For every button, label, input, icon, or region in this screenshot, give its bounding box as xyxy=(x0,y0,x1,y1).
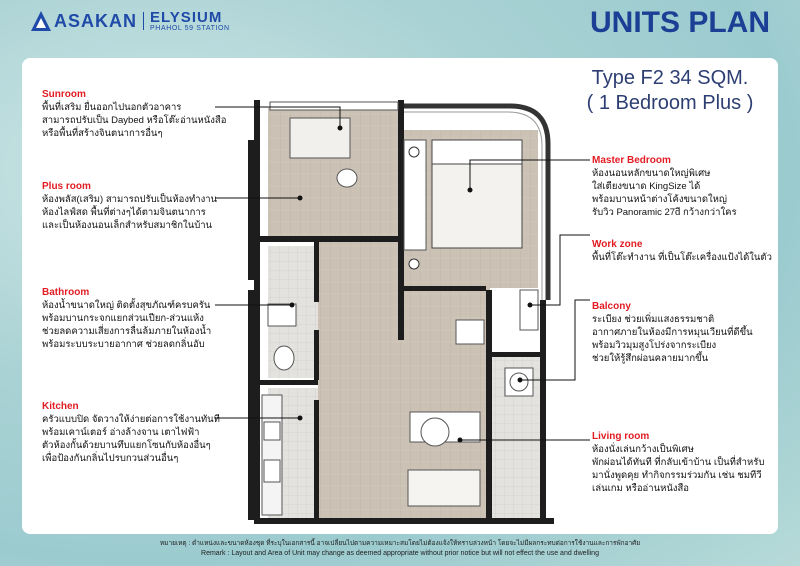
room-description: ระเบียง ช่วยเพิ่มแสงธรรมชาติ อากาศภายในห้องมีการหมุนเวียนที่ดีขึ้น พร้อมวิวมุมสูงโปร่งจากระเบียง ช่วยให้รู้สึกผ่อนคลายมากขึ้น xyxy=(592,314,753,364)
room-description: ห้องนั่งเล่นกว้างเป็นพิเศษ พักผ่อนได้ทันที ที่กลับเข้าบ้าน เป็นที่สำหรับ มานั่งพูดคุย ทำกิจกรรมร่วมกัน เช่น ชมทีวี เล่นเกม หรืออ่านหนังสือ xyxy=(592,444,765,494)
room-description: ห้องนอนหลักขนาดใหญ่พิเศษ ใส่เตียงขนาด KingSize ได้ พร้อมบานหน้าต่างโค้งขนาดใหญ่ รับวิว Panoramic 27dี กว้างกว่าใคร xyxy=(592,168,737,218)
callout-living-room xyxy=(592,430,782,495)
callout-dot xyxy=(338,126,343,131)
coffee-table xyxy=(421,418,449,446)
callout-dot xyxy=(458,438,463,443)
unit-subtitle: ( 1 Bedroom Plus ) xyxy=(586,92,754,114)
unit-type-line: Type F2 34 SQM. xyxy=(591,67,749,89)
room-title: Sunroom xyxy=(42,89,86,100)
room-title: Bathroom xyxy=(42,287,90,298)
callout-dot xyxy=(528,303,533,308)
project-name: ELYSIUM xyxy=(150,9,223,26)
wall-segment xyxy=(314,330,319,380)
wall-segment xyxy=(486,352,546,357)
room-description: ห้องน้ำขนาดใหญ่ ติดตั้งสุขภัณฑ์ครบครัน พร้อมบานกระจกแยกส่วนเปียก-ส่วนแห้ง ช่วยลดความเสี่ยงการลื่นล้มภายในห้องน้ำ พร้อมระบบระบายอากาศ ช่วยลดกลิ่นอับ xyxy=(42,300,212,350)
wall-segment xyxy=(398,100,404,340)
sofa-seat xyxy=(408,470,480,506)
callout-dot xyxy=(298,196,303,201)
callout-plus-room xyxy=(42,180,282,232)
room-title: Kitchen xyxy=(42,401,79,412)
lamp xyxy=(409,259,419,269)
room-description: ครัวแบบปิด จัดวางให้ง่ายต่อการใช้งานทันที พร้อมเคาน์เตอร์ อ่างล้างจาน เตาไฟฟ้า ตัวห้องกั้นด้วยบานทึบแยกโซนกับห้องอื่นๆ เพื่อป้องกันกลิ่นไปรบกวนส่วนอื่นๆ xyxy=(42,414,220,464)
room-title: Plus room xyxy=(42,181,91,192)
wall-segment xyxy=(314,242,319,302)
callout-line xyxy=(530,235,590,305)
callout-bathroom xyxy=(42,286,282,351)
wall-segment xyxy=(254,518,554,524)
room-description: พื้นที่เสริม ยื่นออกไปนอกตัวอาคาร สามารถปรับเป็น Daybed หรือโต๊ะอ่านหนังสือ หรือพื้นที่สร้างจินตนาการอื่นๆ xyxy=(42,102,227,139)
project-station: PHAHOL 59 STATION xyxy=(150,25,230,32)
callout-balcony xyxy=(592,300,782,365)
page-title: UNITS PLAN xyxy=(590,6,770,39)
remark-english: Remark : Layout and Area of Unit may change as deemed appropriate without prior notice but will not effect the use and dwelling xyxy=(201,550,599,557)
room-title: Living room xyxy=(592,431,650,442)
callout-dot xyxy=(290,303,295,308)
callout-dot xyxy=(298,416,303,421)
plus-room-chair xyxy=(337,169,357,187)
wall-segment xyxy=(314,400,319,518)
callout-kitchen xyxy=(42,400,282,465)
callout-sunroom xyxy=(42,88,282,140)
room-description: พื้นที่โต๊ะทำงาน ที่เป็นโต๊ะเครื่องแป้งได้ในตัว xyxy=(592,252,772,263)
room-description: ห้องพลัส(เสริม) สามารถปรับเป็นห้องทำงาน ห้องไลฟ์สด พื้นที่ต่างๆได้ตามจินตนาการ และเป็นห้องนอนเล็กสำหรับสมาชิกในบ้าน xyxy=(42,194,218,231)
callout-dot xyxy=(468,188,473,193)
room-title: Balcony xyxy=(592,301,631,312)
tv-console xyxy=(456,320,484,344)
room-title: Master Bedroom xyxy=(592,155,671,166)
brand-name: ASAKAN xyxy=(54,10,138,31)
lamp xyxy=(409,147,419,157)
wall-segment xyxy=(404,286,486,291)
daybed xyxy=(290,118,350,158)
callout-dot xyxy=(518,378,523,383)
remark-thai: หมายเหตุ : ตำแหน่งและขนาดห้องชุด ที่ระบุในเอกสารนี้ อาจเปลี่ยนไปตามความเหมาะสมโดยไม่ต้องแจ้งให้ทราบล่วงหน้า โดยจะไม่มีผลกระทบต่อการใช้งานและการพักอาศัย xyxy=(159,540,641,547)
room-title: Work zone xyxy=(592,239,643,250)
work-desk xyxy=(520,290,538,330)
wall-segment xyxy=(540,300,546,520)
wall-segment xyxy=(486,290,492,520)
wall-segment xyxy=(260,380,318,385)
sunroom-window xyxy=(270,102,398,110)
wall-segment xyxy=(254,236,404,242)
callout-master-bedroom xyxy=(592,154,782,219)
callout-work-zone xyxy=(592,238,782,264)
